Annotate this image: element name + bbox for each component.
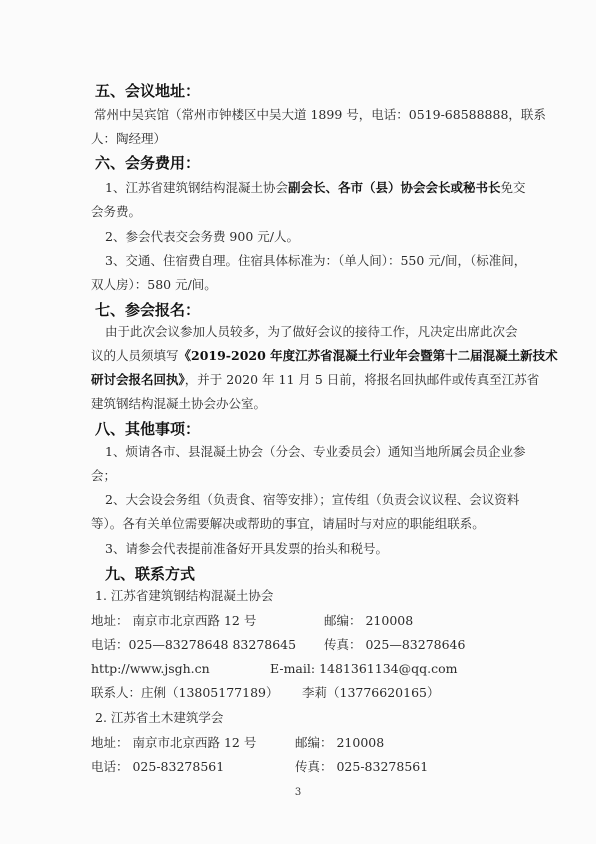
page-number: 3: [294, 787, 302, 798]
org2-zip: 邮编： 210008: [295, 735, 385, 750]
section-5-text-line1: 常州中吴宾馆（常州市钟楼区中吴大道 1899 号，电话：0519-68588888，联系: [94, 107, 546, 122]
section-6-item3-line2: 双人房）：580 元/间。: [91, 277, 217, 292]
org1-contact-1: 联系人：庄俐（13805177189）: [91, 685, 279, 700]
section-5-text-line2: 人：陶经理）: [91, 131, 167, 146]
section-7-line4: 建筑钢结构混凝土协会办公室。: [91, 396, 267, 411]
org1-zip: 邮编： 210008: [324, 613, 414, 628]
org2-name: 2. 江苏省土木建筑学会: [95, 710, 224, 725]
item1-bold: 副会长、各市（县）协会会长或秘书长: [287, 180, 501, 195]
section-6-item1-line2: 会务费。: [91, 204, 142, 219]
section-7-line3: [91, 372, 539, 388]
org2-fax: 传真： 025-83278561: [295, 759, 429, 774]
org2-address: 地址： 南京市北京西路 12 号: [91, 735, 257, 750]
section-8-item3: 3、请参会代表提前准备好开具发票的抬头和税号。: [105, 541, 388, 556]
section-9-heading: 九、联系方式: [105, 565, 196, 583]
section-6-item2: 2、参会代表交会务费 900 元/人。: [105, 229, 299, 244]
form-title-part1: 《2019-2020 年度江苏省混凝土行业年会暨第十二届混凝土新技术: [178, 348, 558, 363]
org1-contact-2: 李莉（13776620165）: [302, 685, 440, 700]
section-8-heading: 八、其他事项：: [95, 420, 201, 438]
org2-telephone: 电话： 025-83278561: [91, 759, 225, 774]
section-8-item2-line1: 2、大会设会务组（负责食、宿等安排）；宣传组（负责会议议程、会议资料: [105, 492, 520, 507]
section-6-heading: 六、会务费用：: [95, 154, 201, 172]
org1-email: E-mail: 1481361134@qq.com: [270, 661, 458, 676]
form-title-part2: 研讨会报名回执》: [91, 372, 185, 387]
org1-fax: 传真： 025—83278646: [324, 637, 466, 652]
section-7-line2: [91, 348, 558, 364]
org1-telephone: 电话：025—83278648 83278645: [91, 637, 297, 652]
org1-website: http://www.jsgh.cn: [91, 661, 210, 676]
section-6-item3-line1: 3、交通、住宿费自理。住宿具体标准为：（单人间）：550 元/间，（标准间，: [105, 253, 527, 268]
section-6-item1-line1: [105, 180, 526, 196]
section-7-heading: 七、参会报名：: [95, 301, 201, 319]
section-8-item2-line2: 等）。各有关单位需要解决或帮助的事宜，请届时与对应的职能组联系。: [91, 516, 485, 531]
line3-suffix: ，并于 2020 年 11 月 5 日前，将报名回执邮件或传真至江苏省: [184, 372, 540, 387]
section-5-heading: 五、会议地址：: [95, 82, 201, 100]
section-7-line1: 由于此次会议参加人员较多，为了做好会议的接待工作，凡决定出席此次会: [105, 324, 518, 339]
section-8-item1-line1: 1、烦请各市、县混凝土协会（分会、专业委员会）通知当地所属会员企业参: [105, 444, 526, 459]
line2-prefix: 议的人员须填写: [91, 348, 179, 363]
org1-address: 地址： 南京市北京西路 12 号: [91, 613, 257, 628]
section-8-item1-line2: 会；: [91, 468, 117, 483]
org1-name: 1. 江苏省建筑钢结构混凝土协会: [95, 588, 274, 603]
item1-prefix: 1、江苏省建筑钢结构混凝土协会: [105, 180, 288, 195]
item1-suffix: 免交: [500, 180, 526, 195]
